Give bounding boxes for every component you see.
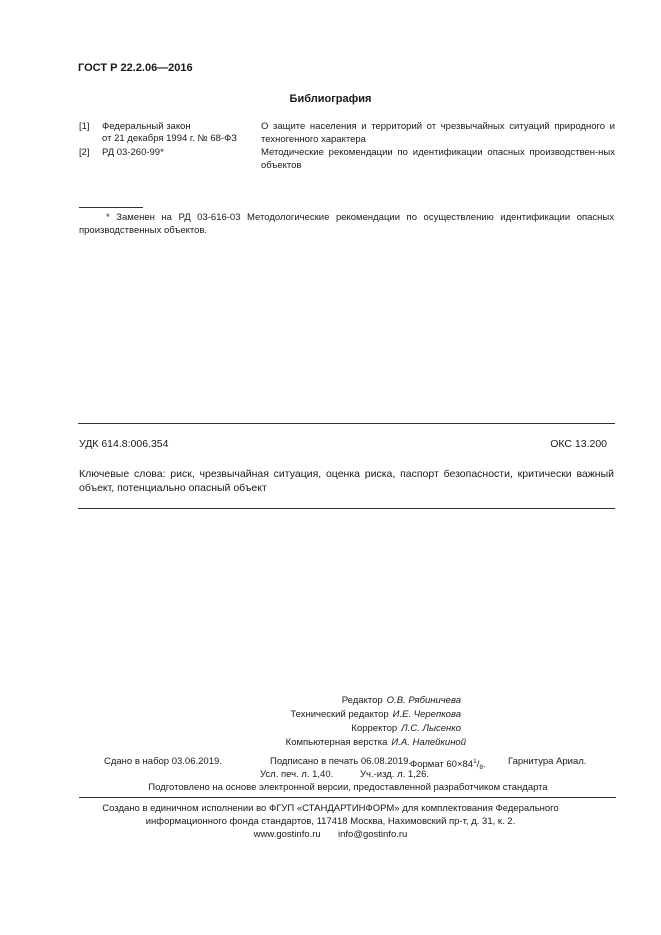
bib-entry-2-description: Методические рекомендации по идентификации опасных производствен-ных объектов xyxy=(261,147,615,171)
credit-name: О.В. Рябиничева xyxy=(386,695,461,706)
created-contacts xyxy=(0,828,661,841)
credit-role: Редактор xyxy=(341,695,383,706)
credit-tech-editor xyxy=(200,708,461,722)
credit-name: Л.С. Лысенко xyxy=(401,723,461,734)
document-header: ГОСТ Р 22.2.06—2016 xyxy=(78,62,193,74)
imprint-print-sheets: Усл. печ. л. 1,40. xyxy=(260,769,334,780)
created-line-2: информационного фонда стандартов, 117418 Москва, Нахимовский пр-т, д. 31, к. 2. xyxy=(145,816,516,827)
format-prefix: Формат 60×84 xyxy=(410,759,474,770)
footnote: * Заменен на РД 03-616-03 Методологические рекомендации по осуществлению идентификации опасных производственных объектов. xyxy=(79,212,614,236)
keywords: Ключевые слова: риск, чрезвычайная ситуация, оценка риска, паспорт безопасности, критически важный объект, потенциально опасный объект xyxy=(79,468,614,494)
credit-role: Компьютерная верстка xyxy=(285,737,388,748)
bib-entry-1-number: [1] xyxy=(79,121,90,132)
imprint-pub-sheets: Уч.-изд. л. 1,26. xyxy=(360,769,430,780)
imprint-typeset: Сдано в набор 03.06.2019. xyxy=(104,756,222,767)
bib-entry-2-number: [2] xyxy=(79,147,90,158)
bibliography-title: Библиография xyxy=(289,93,372,105)
credit-role: Корректор xyxy=(351,723,398,734)
created-line-1: Создано в единичном исполнении во ФГУП «СТАНДАРТИНФОРМ» для комплектования Федерального xyxy=(102,803,559,814)
bib-entry-2-source: РД 03-260-99* xyxy=(102,147,164,158)
imprint-prepared: Подготовлено на основе электронной версии, предоставленной разработчиком стандарта xyxy=(148,782,548,793)
bib-entry-1-description: О защите населения и территорий от чрезвычайных ситуаций природного и техногенного характера xyxy=(261,121,615,145)
format-suffix: . xyxy=(482,759,486,770)
credit-corrector xyxy=(200,722,461,736)
udc-code: УДК 614.8:006.354 xyxy=(79,438,169,450)
imprint-font: Гарнитура Ариал. xyxy=(508,756,587,767)
credit-role: Технический редактор xyxy=(290,709,389,720)
bib-entry-1-source-line-1: Федеральный закон xyxy=(102,121,191,132)
email-link[interactable]: info@gostinfo.ru xyxy=(338,829,408,840)
oks-code: ОКС 13.200 xyxy=(550,438,607,450)
format-numerator: 1 xyxy=(473,758,477,765)
credit-layout xyxy=(205,736,466,750)
credit-editor xyxy=(200,694,461,708)
website-link[interactable]: www.gostinfo.ru xyxy=(253,829,321,840)
classification-codes xyxy=(79,438,607,450)
classification-top-rule xyxy=(78,423,615,424)
bib-entry-1-source-line-2: от 21 декабря 1994 г. № 68-ФЗ xyxy=(102,133,238,144)
credit-name: И.А. Налейкиной xyxy=(391,737,466,748)
format-denominator: 8 xyxy=(479,764,483,771)
footnote-separator xyxy=(79,207,143,208)
created-rule xyxy=(79,797,616,798)
imprint-format: Формат $60\times 84^1/_8$. xyxy=(410,758,486,771)
imprint-signed: Подписано в печать 06.08.2019. xyxy=(270,756,412,767)
classification-bottom-rule xyxy=(78,508,615,509)
credit-name: И.Е. Черепкова xyxy=(392,709,461,720)
